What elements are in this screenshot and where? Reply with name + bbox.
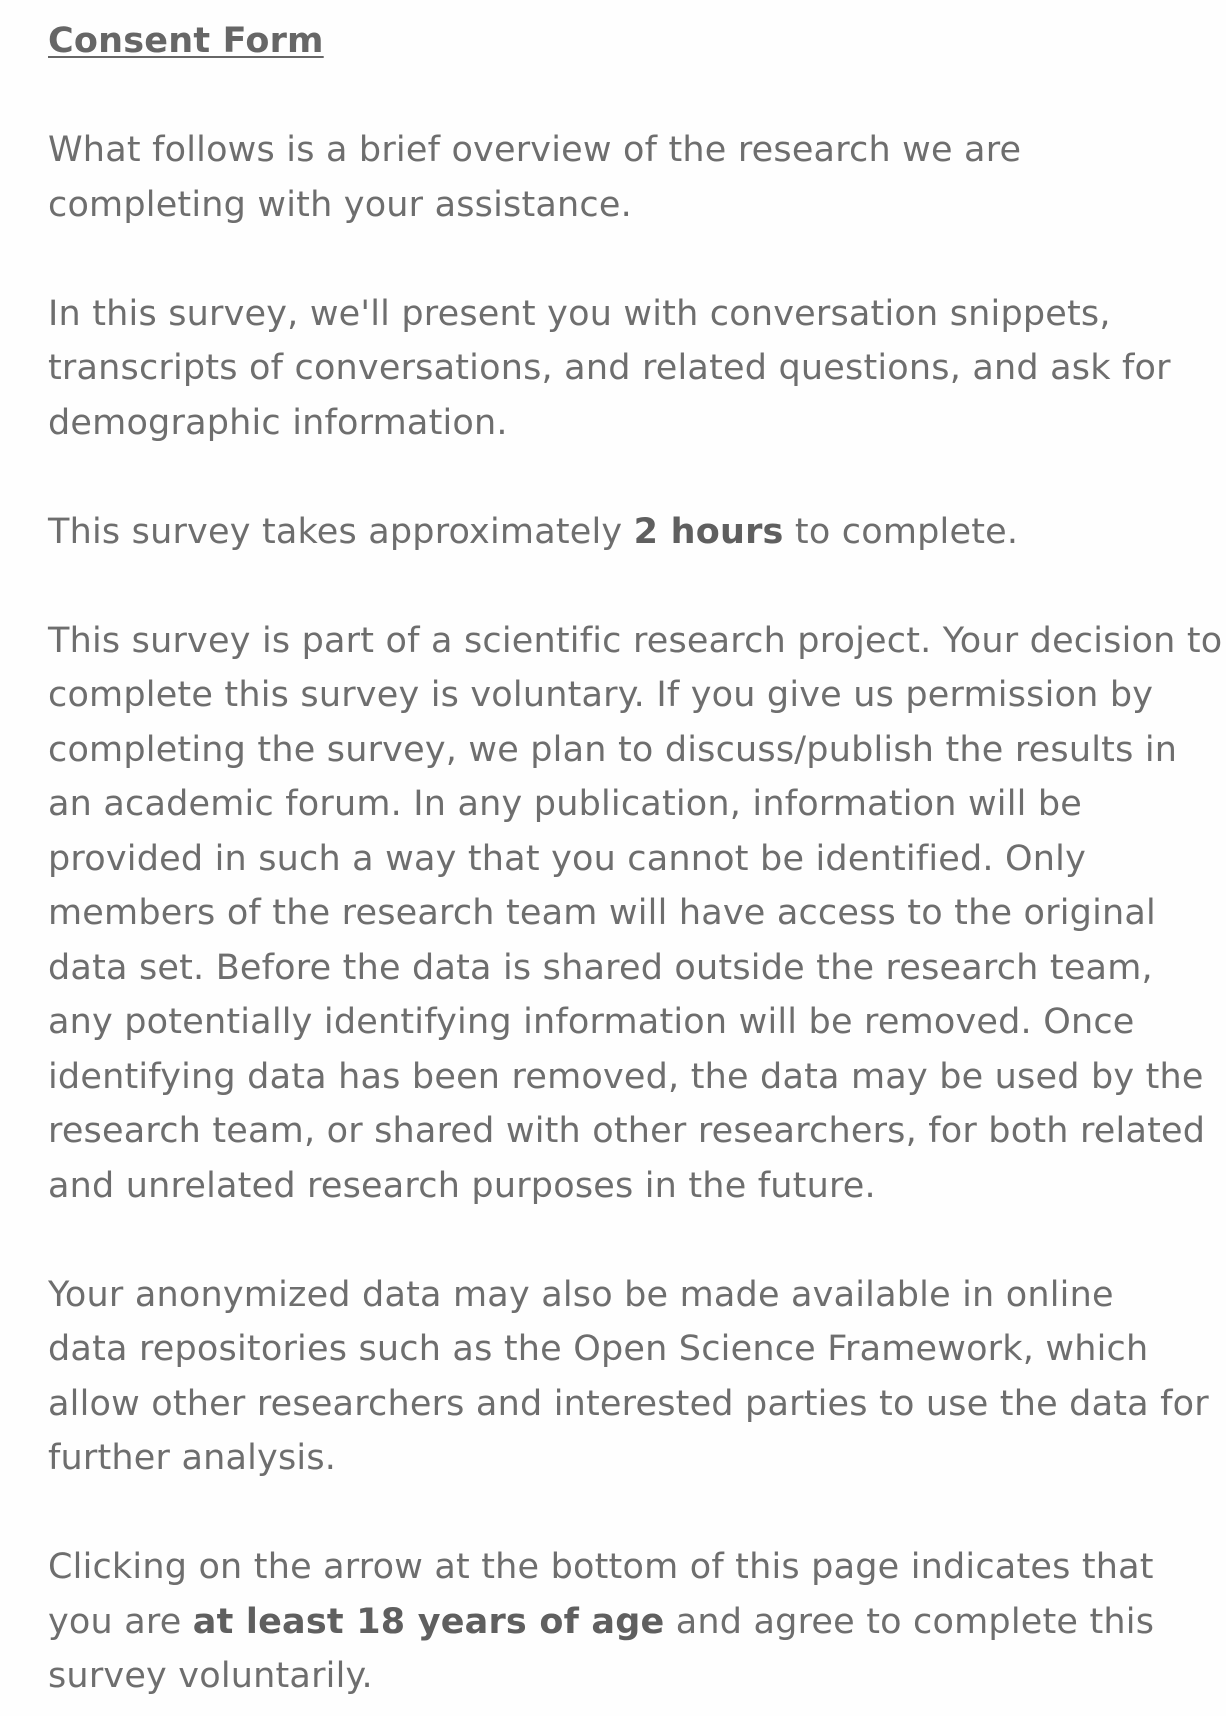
text-line: Clicking on the arrow at the bottom of this page indicates that bbox=[48, 1547, 1154, 1587]
text-line: This survey is part of a scientific research project. Your decision to bbox=[48, 620, 1223, 661]
duration-paragraph bbox=[48, 505, 1226, 560]
text-line: provided in such a way that you cannot be identified. Only bbox=[48, 838, 1087, 879]
survey-description-paragraph bbox=[48, 287, 1226, 451]
text-line bbox=[48, 1595, 1226, 1650]
duration-value: 2 hours bbox=[633, 511, 784, 552]
text-line: completing the survey, we plan to discuss/publish the results in bbox=[48, 729, 1178, 770]
text-line: What follows is a brief overview of the research we are bbox=[48, 130, 1022, 170]
text-line: demographic information. bbox=[48, 402, 508, 443]
text-line: data repositories such as the Open Science Framework, which bbox=[48, 1329, 1149, 1369]
data-sharing-paragraph bbox=[48, 1268, 1226, 1486]
text-line: research team, or shared with other researchers, for both related bbox=[48, 1111, 1206, 1151]
text-line: further analysis. bbox=[48, 1438, 337, 1478]
text-line: complete this survey is voluntary. If you give us permission by bbox=[48, 675, 1154, 715]
duration-text-before: This survey takes approximately bbox=[48, 511, 634, 552]
age-requirement: at least 18 years of age bbox=[192, 1601, 665, 1642]
agreement-text-after: and agree to complete this bbox=[664, 1601, 1155, 1642]
duration-text-after: to complete. bbox=[783, 511, 1019, 552]
text-line: an academic forum. In any publication, information will be bbox=[48, 784, 1083, 824]
agreement-text-before: you are bbox=[48, 1601, 193, 1642]
text-line: data set. Before the data is shared outside the research team, bbox=[48, 947, 1153, 988]
text-line: any potentially identifying information will be removed. Once bbox=[48, 1002, 1135, 1042]
text-line: members of the research team will have access to the original bbox=[48, 893, 1156, 933]
intro-paragraph bbox=[48, 123, 1226, 232]
text-line: Your anonymized data may also be made available in online bbox=[48, 1274, 1114, 1315]
research-info-paragraph bbox=[48, 614, 1226, 1214]
page-title: Consent Form bbox=[48, 21, 324, 61]
consent-form bbox=[48, 14, 1226, 1704]
text-line: allow other researchers and interested parties to use the data for bbox=[48, 1383, 1209, 1424]
text-line: survey voluntarily. bbox=[48, 1656, 373, 1696]
text-line: and unrelated research purposes in the future. bbox=[48, 1165, 876, 1206]
text-line: identifying data has been removed, the data may be used by the bbox=[48, 1056, 1204, 1097]
text-line bbox=[48, 505, 1226, 560]
agreement-paragraph bbox=[48, 1540, 1226, 1704]
text-line: completing with your assistance. bbox=[48, 184, 632, 225]
text-line: In this survey, we'll present you with conversation snippets, bbox=[48, 293, 1111, 334]
text-line: transcripts of conversations, and related questions, and ask for bbox=[48, 348, 1171, 388]
